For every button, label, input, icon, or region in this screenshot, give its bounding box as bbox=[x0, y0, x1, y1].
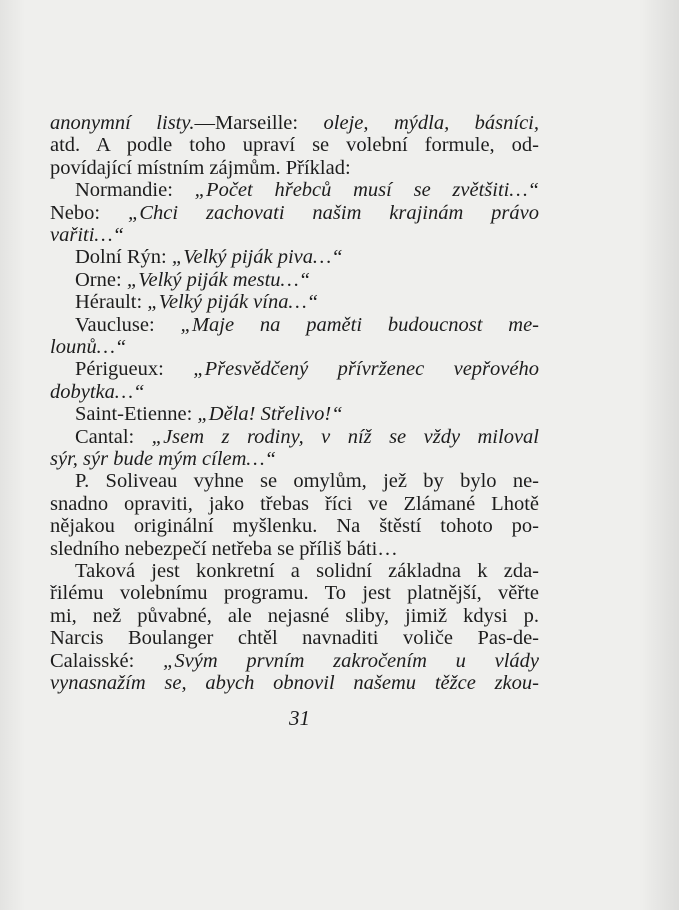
italic-quote: „Děla! Střelivo!“ bbox=[197, 403, 343, 426]
italic-quote: vařiti…“ bbox=[50, 223, 125, 246]
italic-quote: „Velký piják vína…“ bbox=[147, 291, 319, 314]
italic-quote: anonymní listy. bbox=[50, 112, 195, 134]
text-line bbox=[50, 269, 539, 291]
text-segment: Calaisské: bbox=[50, 649, 163, 672]
text-segment: snadno opraviti, jako třebas říci ve Zlámané Lhotě bbox=[50, 492, 539, 515]
text-segment: Nebo: bbox=[50, 201, 128, 224]
text-segment: povídající místním zájmům. Příklad: bbox=[50, 156, 351, 179]
text-line bbox=[50, 470, 539, 492]
text-line bbox=[50, 134, 539, 156]
text-line bbox=[50, 493, 539, 515]
text-segment: Périgueux: bbox=[75, 358, 194, 381]
text-segment: Vaucluse: bbox=[75, 313, 181, 336]
text-segment: —Marseille: bbox=[194, 112, 324, 134]
text-line bbox=[50, 224, 539, 246]
text-line bbox=[50, 515, 539, 537]
italic-quote: „Velký piják mestu…“ bbox=[126, 268, 311, 291]
text-line bbox=[50, 582, 539, 604]
text-segment: P. Soliveau vyhne se omylům, jež by bylo ne- bbox=[75, 470, 539, 493]
text-segment: Taková jest konkretní a solidní základna k zda- bbox=[75, 559, 539, 582]
text-line bbox=[50, 605, 539, 627]
body-text bbox=[50, 112, 539, 694]
text-segment: Hérault: bbox=[75, 291, 148, 314]
italic-quote: „Chci zachovati našim krajinám právo bbox=[127, 201, 539, 224]
text-segment: Saint-Etienne: bbox=[75, 403, 198, 426]
page-number: 31 bbox=[289, 706, 310, 730]
text-segment: sledního nebezpečí netřeba se příliš báti… bbox=[50, 537, 398, 560]
text-segment: Orne: bbox=[75, 268, 127, 291]
text-line bbox=[50, 179, 539, 201]
text-line bbox=[50, 157, 539, 179]
italic-quote: lounů…“ bbox=[50, 335, 127, 358]
text-segment: mi, než půvabné, ale nejasné sliby, jimiž kdysi p. bbox=[50, 604, 539, 627]
italic-quote: oleje, mýdla, básníci, bbox=[323, 112, 539, 134]
italic-quote: dobytka…“ bbox=[50, 380, 145, 403]
text-line bbox=[50, 291, 539, 313]
text-line bbox=[50, 538, 539, 560]
text-segment: řilému volebnímu programu. To jest platnější, věřte bbox=[50, 582, 539, 605]
text-segment: Cantal: bbox=[75, 425, 152, 448]
text-line bbox=[50, 627, 539, 649]
text-segment: Dolní Rýn: bbox=[75, 246, 172, 269]
text-line bbox=[50, 672, 539, 694]
page-edge-shadow-left bbox=[0, 0, 25, 910]
text-line bbox=[50, 202, 539, 224]
text-line bbox=[50, 336, 539, 358]
text-line bbox=[50, 448, 539, 470]
italic-quote: „Jsem z rodiny, v níž se vždy miloval bbox=[151, 425, 539, 448]
italic-quote: „Přesvědčený přívrženec vepřového bbox=[193, 358, 539, 381]
text-segment: Normandie: bbox=[75, 179, 195, 202]
italic-quote: „Velký piják piva…“ bbox=[171, 246, 343, 269]
text-line bbox=[50, 650, 539, 672]
italic-quote: vynasnažím se, abych obnovil našemu těžce zkou- bbox=[50, 671, 539, 694]
text-line bbox=[50, 403, 539, 425]
text-line bbox=[50, 358, 539, 380]
text-line bbox=[50, 426, 539, 448]
text-line bbox=[50, 112, 539, 134]
italic-quote: „Počet hřebců musí se zvětšiti…“ bbox=[194, 179, 539, 202]
italic-quote: sýr, sýr bude mým cílem…“ bbox=[50, 447, 277, 470]
text-line bbox=[50, 381, 539, 403]
text-line bbox=[50, 314, 539, 336]
text-line bbox=[50, 246, 539, 268]
text-segment: Narcis Boulanger chtěl navnaditi voliče Pas-de- bbox=[50, 627, 539, 650]
text-line bbox=[50, 560, 539, 582]
text-segment: nějakou originální myšlenku. Na štěstí tohoto po- bbox=[50, 515, 539, 538]
italic-quote: „Svým prvním zakročením u vlády bbox=[162, 649, 539, 672]
text-segment: atd. A podle toho upraví se volební formule, od- bbox=[50, 134, 539, 157]
italic-quote: „Maje na paměti budoucnost me- bbox=[180, 313, 539, 336]
page-edge-shadow-right bbox=[639, 0, 679, 910]
